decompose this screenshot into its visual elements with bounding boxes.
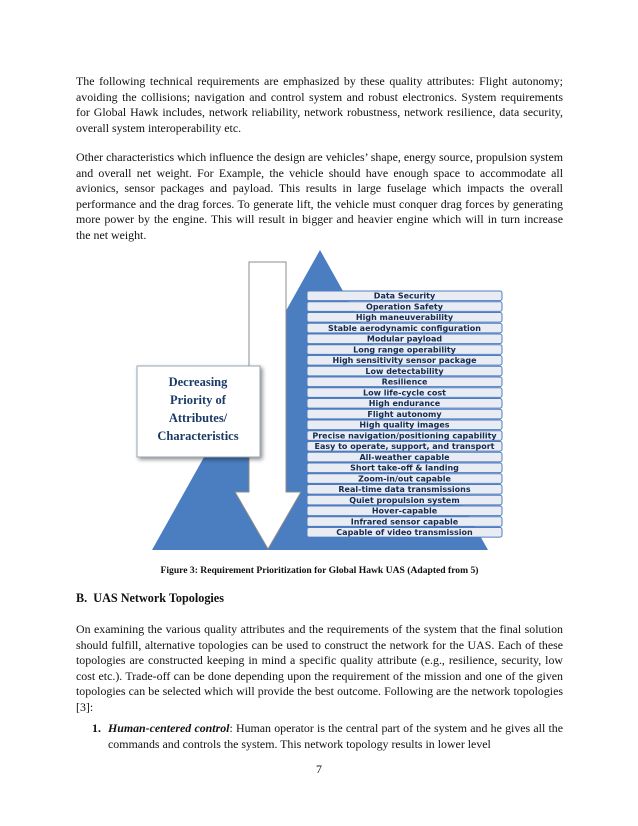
attribute-label: Hover-capable [371,506,438,516]
section-heading: B. UAS Network Topologies [76,591,224,605]
priority-box-line: Priority of [170,393,226,407]
attribute-label: High endurance [368,399,441,409]
attribute-label: Low life-cycle cost [363,388,446,398]
attribute-label: Low detectability [365,366,444,376]
attribute-label: Easy to operate, support, and transport [314,442,495,452]
attribute-label: Zoom-in/out capable [358,474,451,484]
page-number: 7 [316,762,322,776]
attribute-label: Capable of video transmission [336,528,473,538]
attribute-label: High sensitivity sensor package [332,356,477,366]
design-characteristics-paragraph: Other characteristics which influence the design are vehicles’ shape, energy source, propulsion system and overall net weight. For Example, the vehicle should have enough space to accommodate all avionics, sensor packages and payload. This results in large fuselage which impacts the overall performance and the drag forces. To generate lift, the vehicle must conquer drag forces by generating more power by the engine. This will result in bigger and heavier engine which will in turn increase the net weight. [76,150,563,242]
priority-box-line: Attributes/ [168,411,228,425]
attribute-label: Modular payload [366,334,443,344]
attribute-label: Stable aerodynamic configuration [328,323,481,333]
attribute-label: All-weather capable [359,452,450,462]
list-description: : Human operator is the central part of the system and he gives all the commands and controls the system. This network topology results in lower level [108,721,563,751]
attribute-label: High quality images [359,420,450,430]
attribute-label: Infrared sensor capable [350,517,459,527]
attribute-label: Operation Safety [366,302,443,312]
attribute-label: Long range operability [353,345,456,355]
list-number: 1. [92,721,101,735]
intro-paragraph: The following technical requirements are emphasized by these quality attributes: Flight autonomy; avoiding the collisions; navigation and control system and robust electronics. System requirements for Global Hawk includes, network reliability, network robustness, network resilience, data security, overall system interoperability etc. [76,74,563,135]
priority-box-line: Characteristics [157,429,239,443]
attribute-label: Resilience [381,377,428,387]
attribute-label: Data Security [373,291,436,301]
list-text [108,721,563,752]
topologies-paragraph: On examining the various quality attributes and the requirements of the system that the final solution should fulfill, alternative topologies can be used to construct the network for the UAS. Each of these topologies are constructed keeping in mind a specific quality attribute (e.g., resilience, security, low cost etc.). Trade-off can be done depending upon the requirement of the mission and one of the given topologies can be selected which will provide the best outcome. Following are the network topologies [3]: [76,622,563,714]
attribute-label: Short take-off & landing [350,463,459,473]
attribute-label: Precise navigation/positioning capability [312,431,497,441]
attribute-label: Flight autonomy [367,409,442,419]
attribute-label: Real-time data transmissions [338,485,471,495]
attribute-label: Quiet propulsion system [349,495,460,505]
list-title: Human-centered control [108,721,230,735]
priority-box-line: Decreasing [168,375,228,389]
attribute-label: High maneuverability [355,313,454,323]
figure-caption: Figure 3: Requirement Prioritization for Global Hawk UAS (Adapted from 5) [160,565,479,576]
